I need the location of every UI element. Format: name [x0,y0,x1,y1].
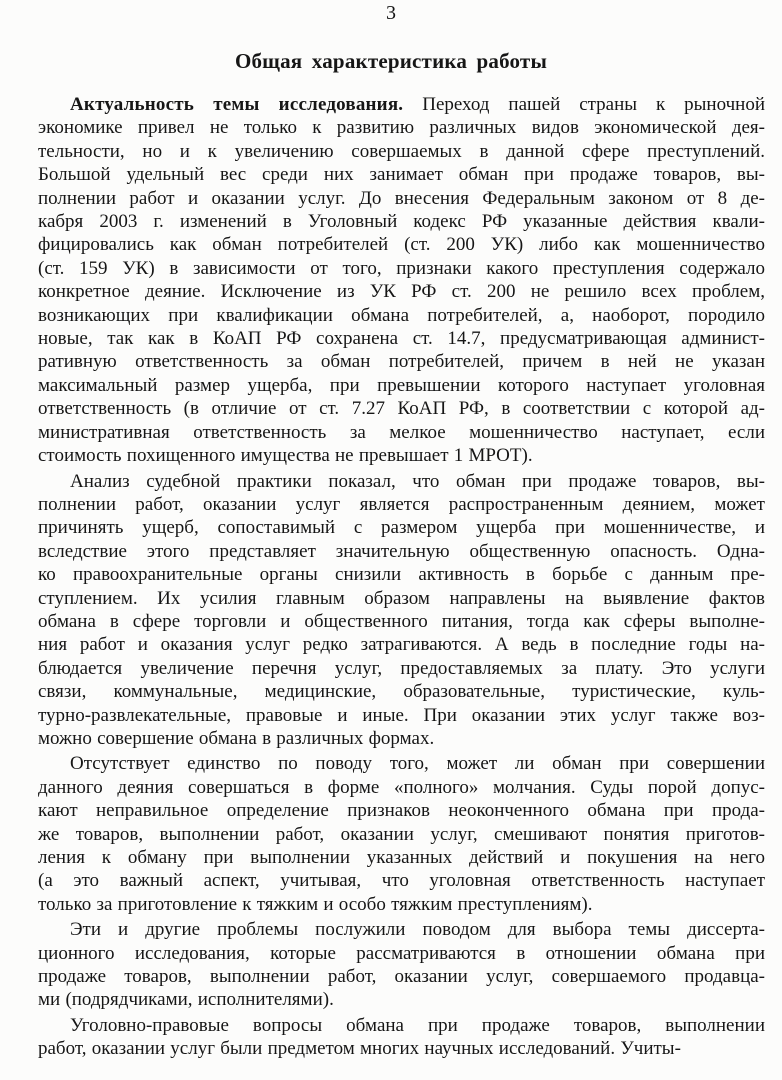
page-number: 3 [386,2,396,24]
paragraph [38,752,765,916]
paragraph-line: фицировались как обман потребителей (ст. 200 УК) либо как мошенничество [38,234,765,256]
paragraph-line: полнении работ, оказании услуг является распространенным деянием, может [38,493,765,515]
paragraph-line: стоимость похищенного имущества не превышает 1 МРОТ). [38,445,533,467]
paragraph [38,918,765,1012]
paragraph-line: ответственность (в отличие от ст. 7.27 КоАП РФ, в соответствии с которой ад- [38,398,765,420]
paragraph-line: ко правоохранительные органы снизили активность в борьбе с данным пре- [38,564,765,586]
paragraph-line: данного деяния совершаться в форме «полного» молчания. Суды порой допус- [38,776,765,798]
paragraph-line: максимальный размер ущерба, при превышении которого наступает уголовная [38,374,765,396]
paragraph-line: можно совершение обмана в различных формах. [38,727,435,749]
paragraph-line: конкретное деяние. Исключение из УК РФ ст. 200 не решило всех проблем, [38,281,765,303]
paragraph-line: ционного исследования, которые рассматриваются в отношении обмана при [38,942,765,964]
paragraph-line: экономике привел не только к развитию различных видов экономической дея- [38,117,765,139]
paragraph [38,470,765,751]
document-body [38,93,765,1063]
paragraph-line: полнении работ и оказании услуг. До внесения Федеральным законом от 8 де- [38,187,765,209]
paragraph-line: ния работ и оказания услуг редко затрагиваются. А ведь в последние годы на- [38,634,765,656]
paragraph-line: турно-развлекательные, правовые и иные. При оказании этих услуг также воз- [38,704,765,726]
paragraph-line: связи, коммунальные, медицинские, образовательные, туристические, куль- [38,681,765,703]
paragraph-line: (а это важный аспект, учитывая, что уголовная ответственность наступает [38,870,765,892]
paragraph-line: же товаров, выполнении работ, оказании услуг, смешивают понятия приготов- [38,823,765,845]
paragraph-line: ступлением. Их усилия главным образом направлены на выявление фактов [38,587,765,609]
paragraph-line: ми (подрядчиками, исполнителями). [38,989,334,1011]
paragraph-line: кабря 2003 г. изменений в Уголовный кодекс РФ указанные действия квали- [38,211,765,233]
paragraph-line: тельности, но и к увеличению совершаемых в данной сфере преступлений. [38,140,765,162]
paragraph-line: блюдается увеличение перечня услуг, предоставляемых за плату. Это услуги [38,657,765,679]
paragraph-line: ративную ответственность за обман потребителей, причем в ней не указан [38,351,765,373]
paragraph-line: только за приготовление к тяжким и особо тяжким преступлениям). [38,893,593,915]
paragraph-line: новые, так как в КоАП РФ сохранена ст. 14.7, предусматривающая админист- [38,328,765,350]
paragraph-line: ления к обману при выполнении указанных действий и покушения на него [38,847,765,868]
paragraph-line: Отсутствует единство по поводу того, может ли обман при совершении [70,753,765,775]
paragraph-line: продаже товаров, выполнении работ, оказании услуг, совершаемого продавца- [38,966,765,988]
paragraph-line: обмана в сфере торговли и общественного питания, тогда как сферы выполне- [38,610,765,632]
paragraph-line: министративная ответственность за мелкое мошенничество наступает, если [38,421,765,443]
section-heading: Общая характеристика работы [234,49,548,73]
bold-lead: Актуальность темы исследования. [70,94,404,115]
paragraph [38,93,765,468]
paragraph [38,1014,765,1061]
paragraph-line: Актуальность темы исследования. Переход пашей страны к рыночной [70,94,765,115]
paragraph-line: кают неправильное определение признаков неоконченного обмана при прода- [38,800,765,822]
paragraph-line: Эти и другие проблемы послужили поводом для выбора темы диссерта- [70,919,765,941]
paragraph-line: Уголовно-правовые вопросы обмана при продаже товаров, выполнении [70,1014,765,1036]
paragraph-line: Анализ судебной практики показал, что обман при продаже товаров, вы- [70,470,765,492]
paragraph-line: работ, оказании услуг были предметом многих научных исследований. Учиты- [38,1038,681,1060]
paragraph-line: (ст. 159 УК) в зависимости от того, признаки какого преступления содержало [38,257,765,279]
paragraph-line: причинять ущерб, сопоставимый с размером ущерба при мошенничестве, и [38,517,765,539]
paragraph-line: Большой удельный вес среди них занимает обман при продаже товаров, вы- [38,164,765,186]
paragraph-line: вследствие этого представляет значительную общественную опасность. Одна- [38,540,765,562]
paragraph-line: возникающих при квалификации обмана потребителей, а, наоборот, породило [38,304,765,326]
